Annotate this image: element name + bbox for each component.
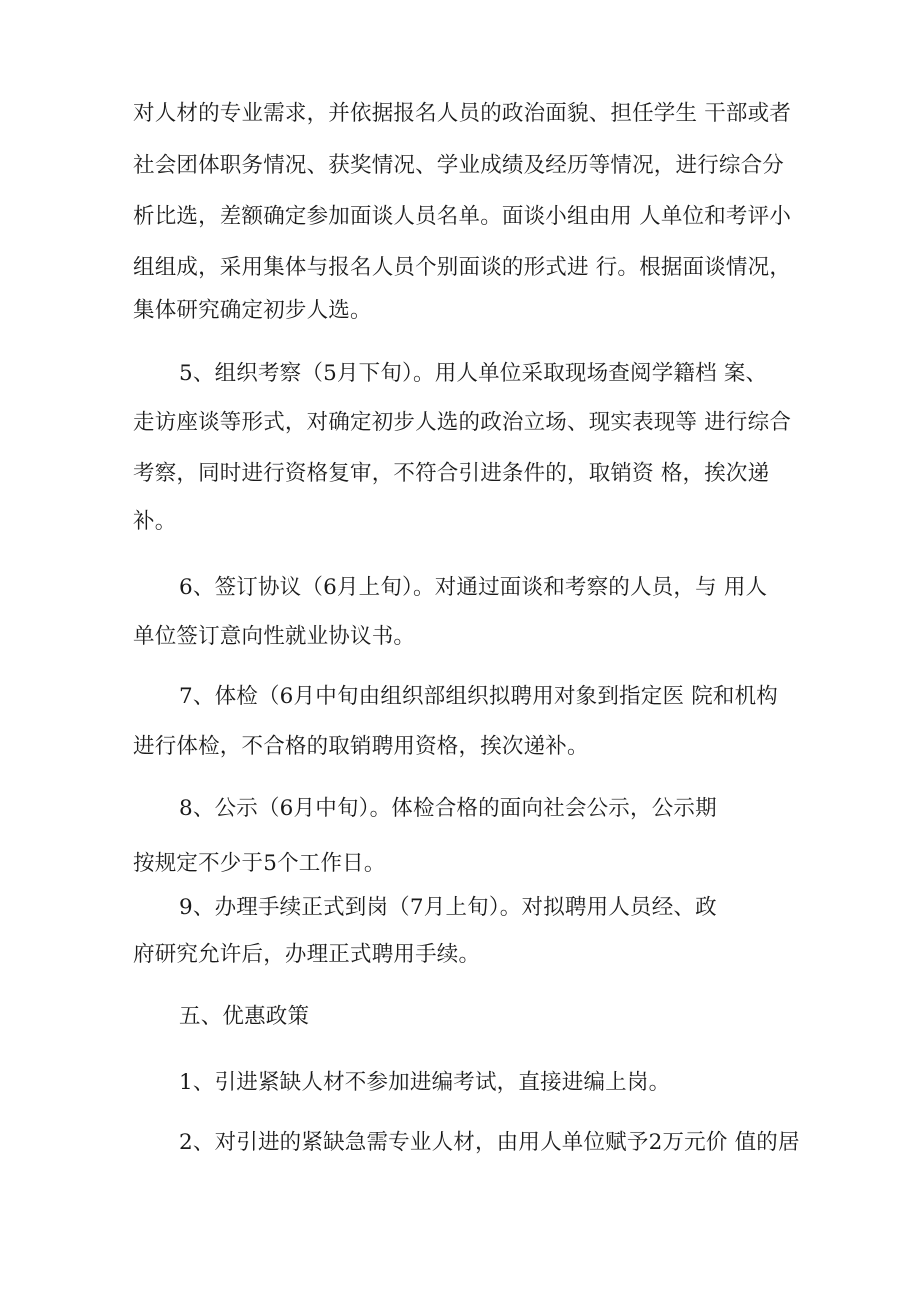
section-heading: 五、优惠政策 [179,1004,310,1029]
text-line: 1、引进紧缺人材不参加进编考试，直接进编上岗。 [179,1070,671,1095]
text-line: 2、对引进的紧缺急需专业人材，由用人单位赋予2万元价 值的居 [179,1130,800,1155]
text-line: 8、公示（6月中旬）。体检合格的面向社会公示，公示期 [179,796,717,821]
text-line: 9、办理手续正式到岗（7月上旬）。对拟聘用人员经、政 [179,895,717,920]
text-line: 补。 [133,509,177,534]
text-line: 按规定不少于5个工作日。 [133,851,386,876]
text-line: 5、组织考察（5月下旬）。用人单位采取现场查阅学籍档 案、 [179,361,768,386]
text-line: 6、签订协议（6月上旬）。对通过面谈和考察的人员，与 用人 [179,575,768,600]
text-line: 析比选，差额确定参加面谈人员名单。面谈小组由用 人单位和考评小 [133,204,792,229]
text-line: 社会团体职务情况、获奖情况、学业成绩及经历等情况，进行综合分 [133,153,785,178]
text-line: 集体研究确定初步人选。 [133,298,372,323]
text-line: 对人材的专业需求，并依据报名人员的政治面貌、担任学生 干部或者 [133,101,792,126]
text-line: 单位签订意向性就业协议书。 [133,624,416,649]
text-line: 7、体检（6月中旬由组织部组织拟聘用对象到指定医 院和机构 [179,684,778,709]
text-line: 进行体检，不合格的取销聘用资格，挨次递补。 [133,734,589,759]
text-line: 考察，同时进行资格复审，不符合引进条件的，取销资 格，挨次递 [133,461,770,486]
text-line: 组组成，采用集体与报名人员个别面谈的形式进 行。根据面谈情况， [133,255,792,280]
text-line: 府研究允许后，办理正式聘用手续。 [133,942,481,967]
text-line: 走访座谈等形式，对确定初步人选的政治立场、现实表现等 进行综合 [133,410,792,435]
